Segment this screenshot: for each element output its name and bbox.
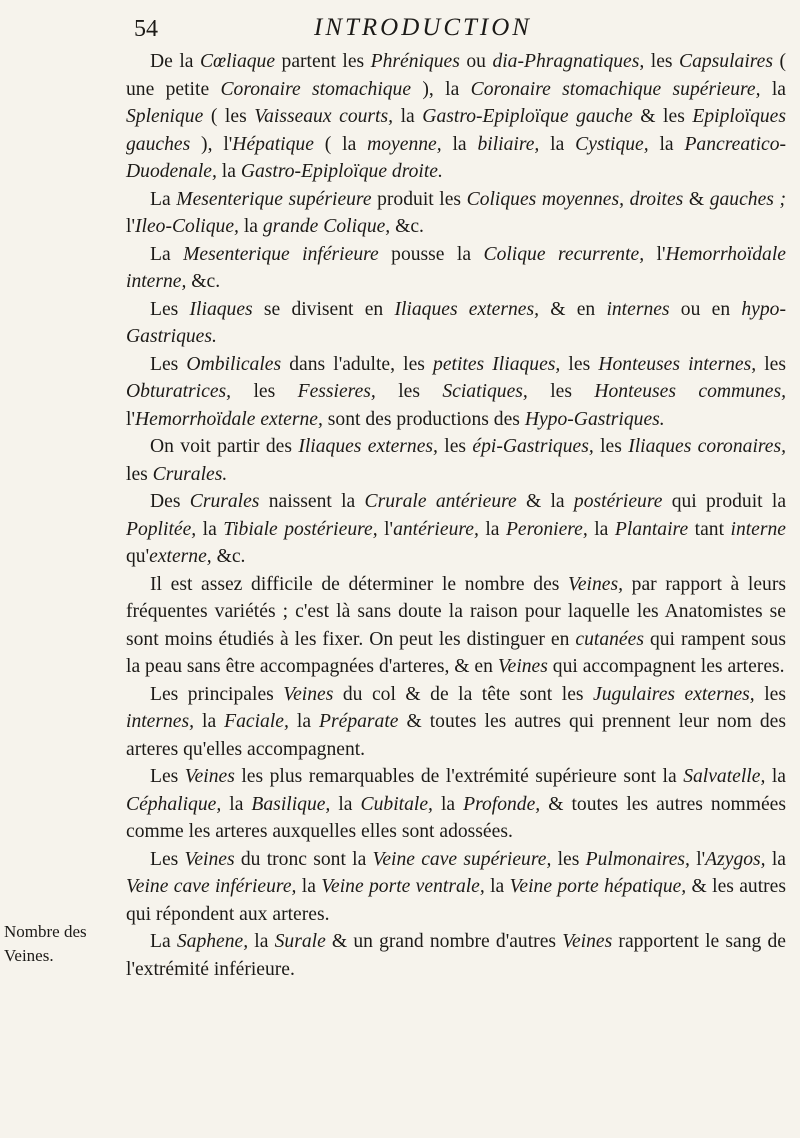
text-run: la [539,133,576,155]
italic-term: Fessieres, [297,381,376,402]
italic-term: grande Colique, [262,216,391,237]
paragraph [126,241,786,296]
italic-term: Veine porte ventrale, [321,876,485,897]
margin-note-line: Veines. [4,946,54,965]
italic-term: Pulmonaires, [585,848,690,870]
italic-term: Mesenterique inférieure [183,243,379,265]
margin-note-line: Nombre des [4,922,87,941]
text-run: l' [644,243,666,265]
text-run: les [593,436,629,457]
italic-term: hypo-Gastriques. [126,298,786,347]
paragraph [126,296,786,351]
text-run: l' [689,848,706,870]
text-run: les [231,381,298,402]
text-run: naissent la [259,491,365,512]
text-run: la [216,161,241,182]
paragraph [126,186,786,241]
italic-term: Saphene, [176,931,249,952]
text-run: la [393,106,423,127]
italic-term: Phréniques [370,51,460,72]
italic-term: dia-Phragnatiques, [492,51,645,72]
text-run: Des [150,491,190,512]
italic-term: Obturatrices, [126,381,232,402]
text-run: rapportent le sang de l'extrémité inférieure. [126,931,786,980]
italic-term: moyenne, [367,133,442,155]
text-run: les plus remarquables de l'extrémité supérieure sont la [234,766,684,787]
text-run: ( la [313,133,368,155]
text-run: pousse la [378,243,484,265]
italic-term: internes, [126,711,195,732]
text-run: La [150,243,184,265]
italic-term: Hypo-Gastriques. [524,408,665,430]
text-run: & les [632,106,693,127]
text-run: la [484,876,510,897]
italic-term: Veines [497,656,548,677]
text-run: Les [150,353,187,375]
italic-term: Veine cave supérieure, [372,848,552,870]
italic-term: Veines [184,848,235,870]
italic-term: Hemorrhoïdale externe, [134,408,323,430]
text-run: ( une petite [126,51,786,100]
italic-term: Veine cave inférieure, [126,876,297,897]
text-run: De la [150,51,200,72]
text-run: sont des productions des [322,408,525,430]
paragraph [126,488,786,571]
text-run: la [194,711,225,732]
text-run: se divisent en [252,298,395,320]
italic-term: Iliaques externes, [394,298,539,320]
paragraph [126,928,786,983]
text-run: les [551,848,586,870]
text-run: & en [539,298,607,320]
italic-term: Peroniere, [505,518,588,540]
italic-term: Plantaire [614,518,689,540]
italic-term: Coronaire stomachique supérieure, [470,78,761,100]
italic-term: Faciale, [224,711,289,732]
italic-term: Basilique, [251,793,331,815]
text-run: du col & de la tête sont les [333,683,594,705]
text-run: les [644,51,679,72]
text-run: la [330,793,361,815]
text-run: les [754,683,786,705]
text-run: ( les [203,106,255,127]
italic-term: Hépatique [232,133,314,155]
paragraph [126,681,786,764]
text-run: qui rampent sous la peau sans être accompagnées d'arteres, & en [126,628,786,677]
text-run: partent les [275,51,371,72]
text-run: par rapport à leurs fréquentes variétés ; c'est là sans doute la raison pour laquelle les Anatomistes se sont moins étudiés à les fixer. On peut les distinguer en [126,573,786,650]
text-run: les [527,381,595,402]
italic-term: Epiploïques gauches [126,106,786,155]
text-run: qu' [126,546,150,567]
italic-term: Ileo-Colique, [134,216,239,237]
paragraph [126,846,786,929]
text-run: & toutes les autres nommées comme les arteres auxquelles elles sont adossées. [126,793,786,842]
text-run: la [196,518,224,540]
text-run: la [765,848,786,870]
italic-term: petites Iliaques, [433,353,561,375]
text-run: produit les [371,188,467,210]
text-run: qui produit la [662,491,787,512]
italic-term: Honteuses internes, [598,353,757,375]
italic-term: Préparate [319,711,399,732]
text-run: la [296,876,322,897]
paragraph [126,571,786,681]
text-run: &c. [211,546,246,567]
text-run: ou en [669,298,742,320]
paragraph [126,763,786,846]
italic-term: Ombilicales [186,353,282,375]
text-run: & [683,188,710,210]
text-run: On voit partir des [150,436,299,457]
text-run: les [560,353,599,375]
text-run: Les [150,848,185,870]
text-run: & un grand nombre d'autres [325,931,563,952]
italic-term: cutanées [575,628,644,650]
text-run: tant [688,518,731,540]
italic-term: Mesenterique supérieure [176,188,372,210]
italic-term: Poplitée, [126,518,197,540]
page-header [126,12,786,46]
text-run: La [150,188,177,210]
italic-term: Crurales. [152,463,228,485]
italic-term: Veine porte hépatique, [509,876,687,897]
text-run: & la [516,491,574,512]
text-run: l' [377,518,394,540]
text-run: Les principales [150,683,284,705]
italic-term: gauches ; [709,188,786,210]
text-run: Il est assez difficile de déterminer le nombre des [150,573,569,595]
italic-term: Veines [283,683,334,705]
text-run: la [760,78,786,100]
text-run: ), l' [190,133,233,155]
text-run: les [437,436,473,457]
text-run: la [441,133,478,155]
text-run: qui accompagnent les arteres. [547,656,785,677]
text-run: les [375,381,443,402]
italic-term: Gastro-Epiploïque gauche [422,106,633,127]
italic-term: Iliaques [189,298,253,320]
italic-term: Honteuses communes, [594,381,786,402]
text-run: l' [126,408,135,430]
text-run: la [478,518,506,540]
text-run: la [432,793,464,815]
italic-term: Tibiale postérieure, [223,518,378,540]
italic-term: Gastro-Epiploïque droite. [240,161,443,182]
text-run: du tronc sont la [234,848,373,870]
italic-term: Sciatiques, [442,381,528,402]
italic-term: Azygos, [705,848,766,870]
text-run: La [150,931,177,952]
italic-term: Vaisseaux courts, [254,106,394,127]
text-run: &c. [186,271,221,292]
italic-term: Surale [274,931,326,952]
italic-term: Jugulaires externes, [593,683,755,705]
italic-term: Coliques moyennes, droites [466,188,684,210]
italic-term: externe, [149,546,212,567]
text-run: la [248,931,275,952]
text-run: & les autres qui répondent aux arteres. [126,876,787,925]
text-run: l' [126,216,135,237]
paragraph [126,351,786,434]
italic-term: Crurale antérieure [364,491,517,512]
body-text [126,48,786,983]
text-run: la [221,793,252,815]
italic-term: Profonde, [463,793,541,815]
text-run: dans l'adulte, les [281,353,434,375]
italic-term: Salvatelle, [683,766,766,787]
italic-term: Crurales [189,491,260,512]
italic-term: Iliaques coronaires, [628,436,787,457]
italic-term: Hemorrhoïdale interne, [126,243,786,292]
text-run: la [238,216,263,237]
italic-term: Cystique, [575,133,649,155]
italic-term: biliaire, [477,133,540,155]
paragraph [126,48,786,186]
italic-term: Cubitale, [360,793,433,815]
italic-term: épi-Gastriques, [472,436,594,457]
italic-term: Pancreatico-Duodenale, [126,133,787,182]
italic-term: Cœliaque [199,51,276,72]
text-run: Les [150,766,185,787]
page-number: 54 [134,16,158,42]
italic-term: Colique recurrente, [483,243,645,265]
italic-term: Capsulaires [679,51,773,72]
running-title: INTRODUCTION [314,14,532,41]
italic-term: Splenique [126,106,204,127]
italic-term: Veines [562,931,613,952]
text-run: & toutes les autres qui prennent leur nom des arteres qu'elles accompagnent. [126,711,786,760]
italic-term: antérieure, [393,518,479,540]
text-run: la [288,711,320,732]
text-run: les [756,353,786,375]
italic-term: Coronaire stomachique [220,78,412,100]
italic-term: postérieure [573,491,663,512]
italic-term: Veines [184,766,235,787]
text-run: les [126,463,153,485]
text-run: la [587,518,615,540]
italic-term: internes [606,298,670,320]
text-run: ou [459,51,493,72]
text-run: la [648,133,685,155]
paragraph [126,433,786,488]
italic-term: Veines, [568,573,624,595]
italic-term: Céphalique, [126,793,222,815]
italic-term: interne [730,518,786,540]
italic-term: Iliaques externes, [298,436,438,457]
text-run: la [765,766,786,787]
text-run: &c. [390,216,424,237]
margin-note [4,920,92,968]
text-run: ), la [411,78,471,100]
text-run: Les [150,298,190,320]
